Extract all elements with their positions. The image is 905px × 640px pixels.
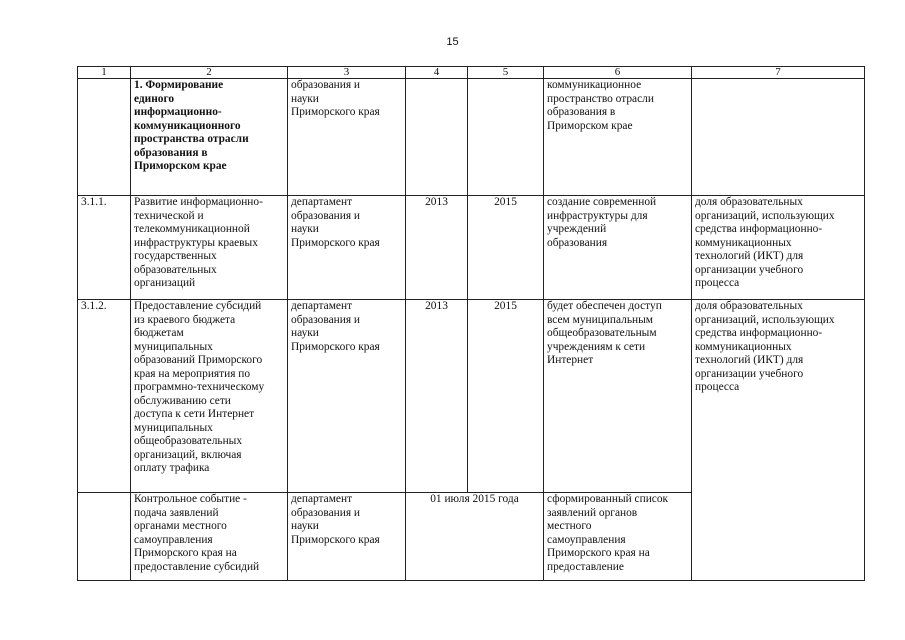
activity-name-cell: Развитие информационно- технической и телекоммуникационной инфраструктуры краевых государственных образовательных организаций xyxy=(131,196,288,300)
column-header: 1 xyxy=(78,67,131,79)
result-cell: будет обеспечен доступ всем муниципальным общеобразовательным учреждениям к сети Интернет xyxy=(544,300,692,493)
result-cell: коммуникационное пространство отрасли образования в Приморском крае xyxy=(544,79,692,196)
executor-cell: департамент образования и науки Приморского края xyxy=(288,196,406,300)
executor-cell: департамент образования и науки Приморского края xyxy=(288,493,406,581)
end-year-cell xyxy=(468,79,544,196)
page-number: 15 xyxy=(446,36,459,48)
executor-cell: образования и науки Приморского края xyxy=(288,79,406,196)
control-event-cell: Контрольное событие - подача заявлений органами местного самоуправления Приморского края на предоставление субсидий xyxy=(131,493,288,581)
column-header: 6 xyxy=(544,67,692,79)
start-year-cell: 2013 xyxy=(406,196,468,300)
column-header: 5 xyxy=(468,67,544,79)
column-header: 3 xyxy=(288,67,406,79)
end-year-cell: 2015 xyxy=(468,196,544,300)
deadline-date-cell: 01 июля 2015 года xyxy=(406,493,544,581)
executor-cell: департамент образования и науки Приморского края xyxy=(288,300,406,493)
result-cell: сформированный список заявлений органов местного самоуправления Приморского края на предоставление xyxy=(544,493,692,581)
result-cell: создание современной инфраструктуры для учреждений образования xyxy=(544,196,692,300)
row-number-cell xyxy=(78,79,131,196)
indicator-cell: доля образовательных организаций, использующих средства информационно- коммуникационных технологий (ИКТ) для организации учебного процесса xyxy=(692,196,865,300)
row-number-cell: 3.1.2. xyxy=(78,300,131,493)
indicator-cell: доля образовательных организаций, использующих средства информационно- коммуникационных технологий (ИКТ) для организации учебного процесса xyxy=(692,300,865,581)
table-row xyxy=(78,196,865,300)
section-title-cell: 1. Формирование единого информационно- коммуникационного пространства отрасли образования в Приморском крае xyxy=(131,79,288,196)
start-year-cell: 2013 xyxy=(406,300,468,493)
column-header: 4 xyxy=(406,67,468,79)
row-number-cell: 3.1.1. xyxy=(78,196,131,300)
program-activities-table xyxy=(77,66,865,581)
indicator-cell xyxy=(692,79,865,196)
table-row xyxy=(78,300,865,493)
column-number-row xyxy=(78,67,865,79)
start-year-cell xyxy=(406,79,468,196)
column-header: 7 xyxy=(692,67,865,79)
end-year-cell: 2015 xyxy=(468,300,544,493)
column-header: 2 xyxy=(131,67,288,79)
row-number-cell xyxy=(78,493,131,581)
table-row xyxy=(78,79,865,196)
activity-name-cell: Предоставление субсидий из краевого бюджета бюджетам муниципальных образований Приморского края на мероприятия по программно-техническому обслуживанию сети доступа к сети Интернет муниципальных общеобразовательных организаций, включая оплату трафика xyxy=(131,300,288,493)
